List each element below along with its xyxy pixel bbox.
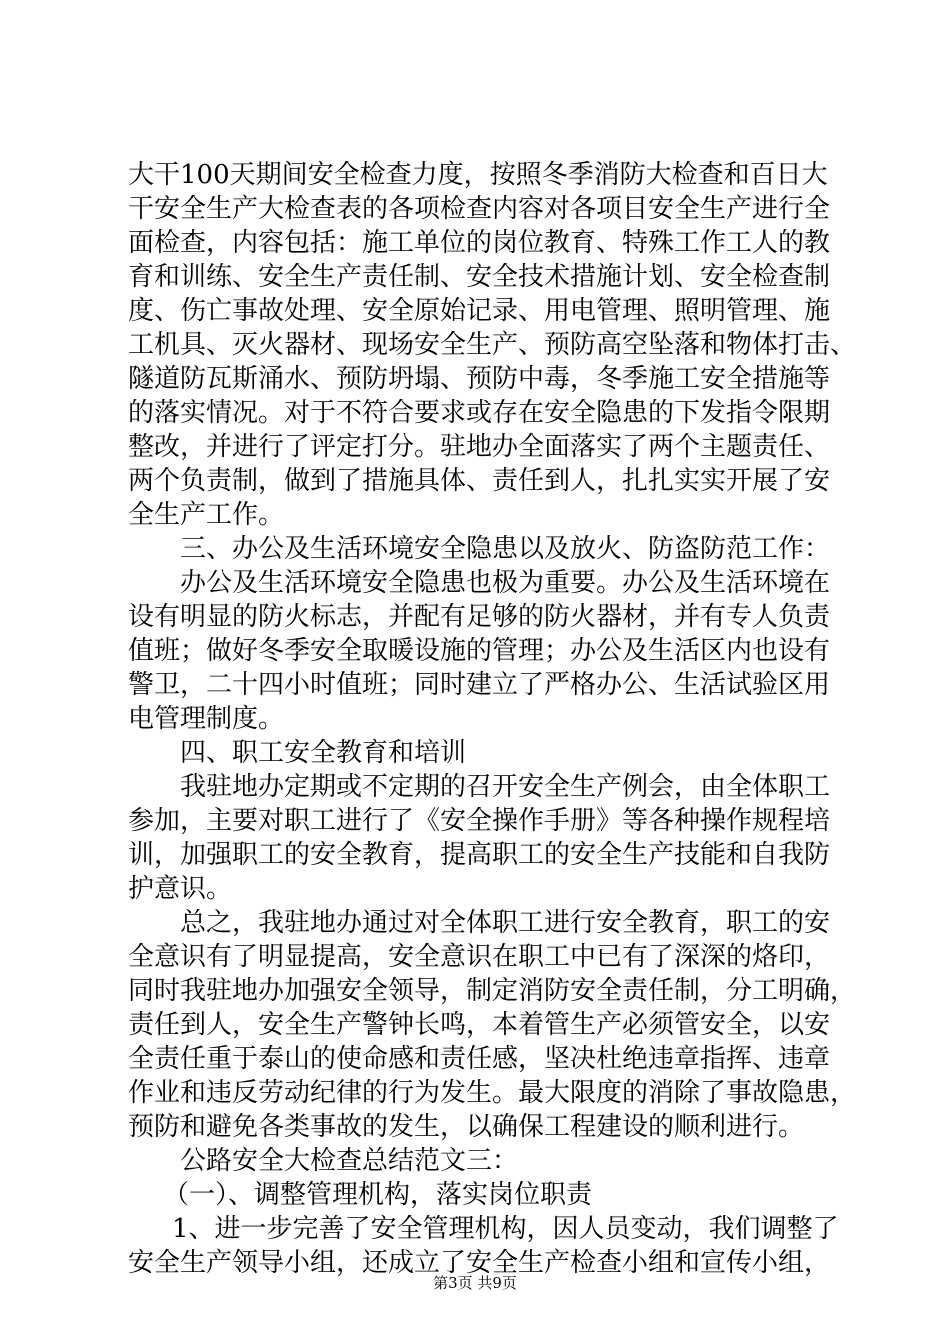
body-line: 训，加强职工的安全教育，提高职工的安全生产技能和自我防	[128, 840, 831, 870]
body-line: 干安全生产大检查表的各项检查内容对各项目安全生产进行全	[128, 194, 831, 224]
body-line: 整改，并进行了评定打分。驻地办全面落实了两个主题责任、	[128, 432, 831, 462]
section-heading: 三、办公及生活环境安全隐患以及放火、防盗防范工作：	[180, 534, 831, 564]
body-line: 1、进一步完善了安全管理机构，因人员变动，我们调整了	[172, 1214, 839, 1244]
body-line: 两个负责制，做到了措施具体、责任到人，扎扎实实开展了安	[128, 466, 831, 496]
body-line: 全意识有了明显提高，安全意识在职工中已有了深深的烙印，	[128, 942, 831, 972]
body-line: 值班；做好冬季安全取暖设施的管理；办公及生活区内也设有	[128, 636, 831, 666]
body-line: 全生产工作。	[128, 500, 285, 530]
body-line: 同时我驻地办加强安全领导，制定消防安全责任制，分工明确，	[128, 976, 857, 1006]
body-line: 我驻地办定期或不定期的召开安全生产例会，由全体职工	[180, 772, 831, 802]
body-line: 设有明显的防火标志，并配有足够的防火器材，并有专人负责	[128, 602, 831, 632]
body-line: 全责任重于泰山的使命感和责任感，坚决杜绝违章指挥、违章	[128, 1044, 831, 1074]
body-line: 大干100天期间安全检查力度，按照冬季消防大检查和百日大	[128, 160, 828, 190]
body-line: 预防和避免各类事故的发生，以确保工程建设的顺利进行。	[128, 1112, 805, 1142]
body-line: 护意识。	[128, 874, 233, 904]
subsection-heading: （一）、调整管理机构，落实岗位职责	[163, 1180, 593, 1210]
section-heading: 四、职工安全教育和培训	[180, 738, 467, 768]
body-line: 总之，我驻地办通过对全体职工进行安全教育，职工的安	[180, 908, 831, 938]
body-line: 办公及生活环境安全隐患也极为重要。办公及生活环境在	[180, 568, 831, 598]
body-line: 的落实情况。对于不符合要求或存在安全隐患的下发指令限期	[128, 398, 831, 428]
section-heading: 公路安全大检查总结范文三：	[180, 1146, 519, 1176]
body-line: 安全生产领导小组，还成立了安全生产检查小组和宣传小组，	[128, 1248, 831, 1278]
body-line: 度、伤亡事故处理、安全原始记录、用电管理、照明管理、施	[128, 296, 831, 326]
body-line: 责任到人，安全生产警钟长鸣，本着管生产必须管安全，以安	[128, 1010, 831, 1040]
body-line: 工机具、灭火器材、现场安全生产、预防高空坠落和物体打击、	[128, 330, 857, 360]
body-line: 参加，主要对职工进行了《安全操作手册》等各种操作规程培	[128, 806, 831, 836]
body-line: 作业和违反劳动纪律的行为发生。最大限度的消除了事故隐患，	[128, 1078, 857, 1108]
page-number-footer: 第3页 共9页	[433, 1274, 517, 1292]
body-line: 电管理制度。	[128, 704, 285, 734]
body-line: 面检查，内容包括：施工单位的岗位教育、特殊工作工人的教	[128, 228, 831, 258]
body-line: 隧道防瓦斯涌水、预防坍塌、预防中毒，冬季施工安全措施等	[128, 364, 831, 394]
body-line: 育和训练、安全生产责任制、安全技术措施计划、安全检查制	[128, 262, 831, 292]
body-line: 警卫，二十四小时值班；同时建立了严格办公、生活试验区用	[128, 670, 831, 700]
